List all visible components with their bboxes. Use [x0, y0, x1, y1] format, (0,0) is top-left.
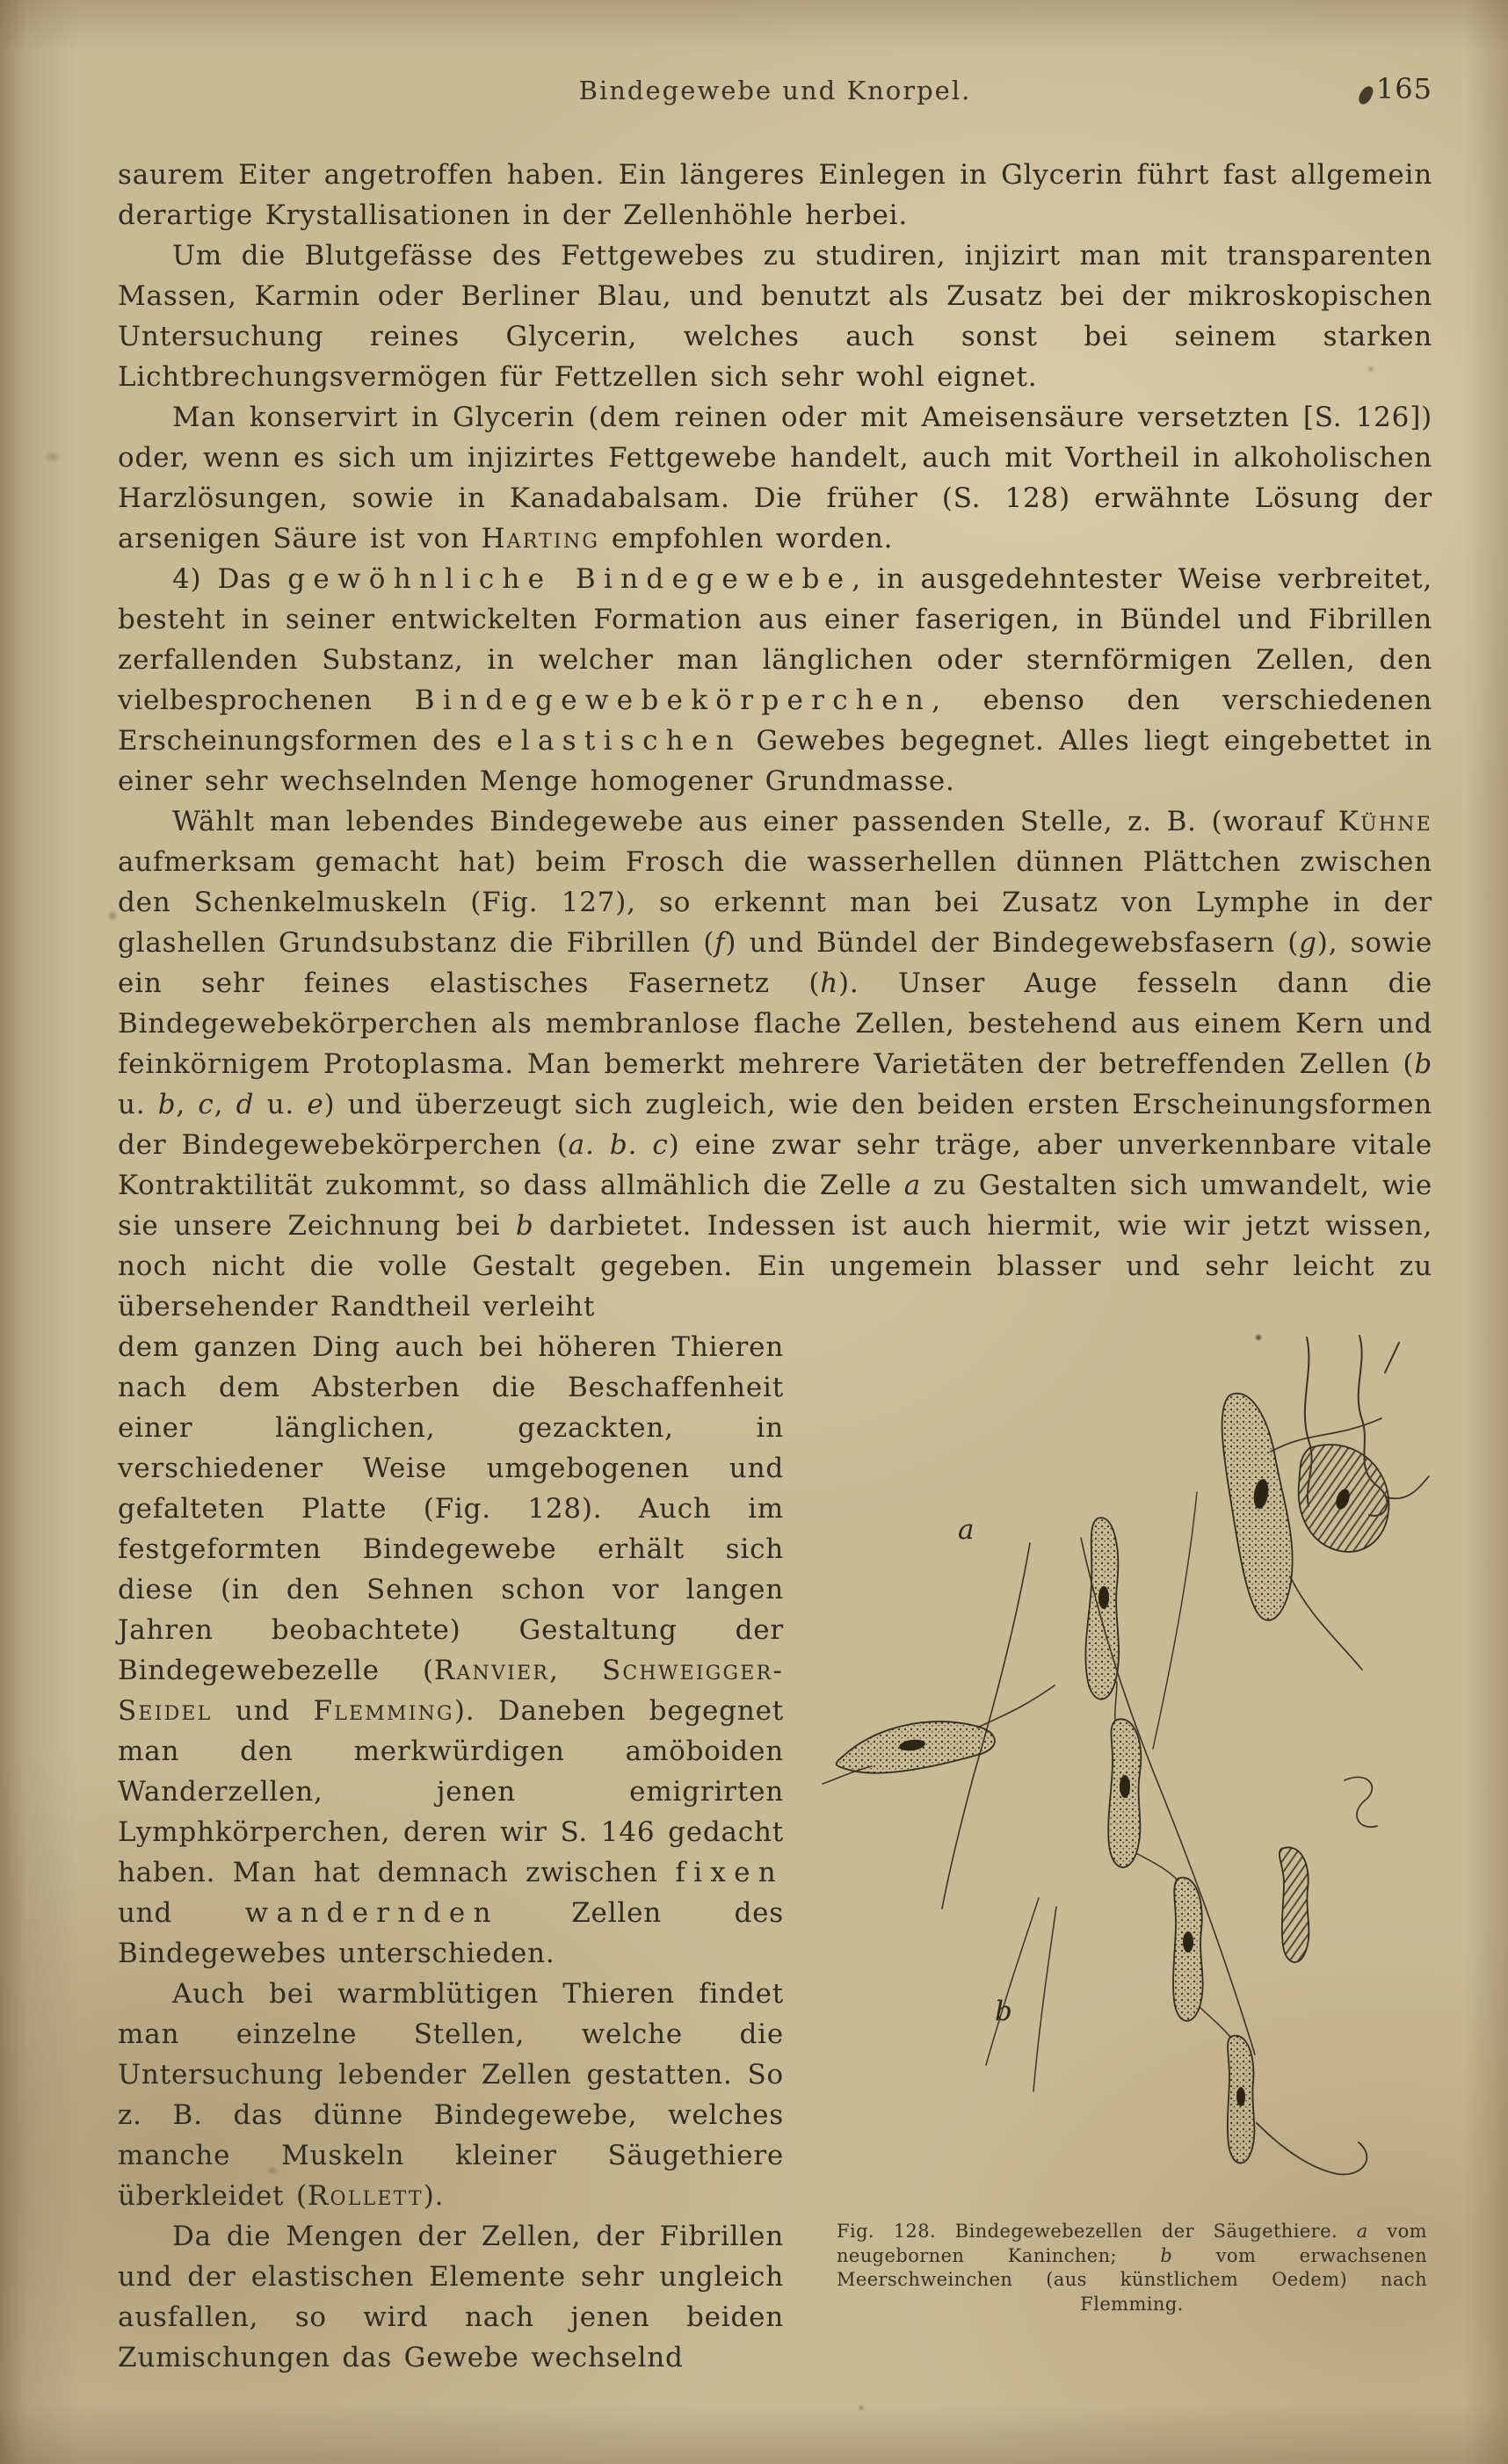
body-text: [118, 155, 1432, 2378]
figure-drawing: [817, 1334, 1432, 2204]
page-number-area: [1363, 72, 1432, 105]
paragraph: Wählt man lebendes Bindegewebe aus einer passenden Stelle, z. B. (worauf Kühne aufmerksam gemacht hat) beim Frosch die wasserhellen dünnen Plättchen zwischen den Schenkelmuskeln (Fig. 127), so erkennt man bei Zusatz von Lymphe in der glashellen Grundsubstanz die Fibrillen (f) und Bündel der Bindegewebsfasern (g), sowie ein sehr feines elastisches Fasernetz (h). Unser Auge fesseln dann die Bindegewebekörperchen als membranlose flache Zellen, bestehend aus einem Kern und feinkörnigem Protoplasma. Man bemerkt mehrere Varietäten der betreffenden Zellen (b u. b, c, d u. e) und überzeugt sich zugleich, wie den beiden ersten Erscheinungsformen der Bindegewebekörperchen (a. b. c) eine zwar sehr träge, aber unverkennbare vitale Kontraktilität zukommt, so dass allmählich die Zelle a zu Gestalten sich umwandelt, wie sie unsere Zeichnung bei b darbietet. Indessen ist auch hiermit, wie wir jetzt wissen, noch nicht die volle Gestalt gegeben. Ein ungemein blasser und sehr leicht zu übersehender Randtheil verleiht: [118, 806, 1433, 1323]
figure-label-a: a: [958, 1514, 975, 1546]
running-title: Bindegewebe und Knorpel.: [578, 76, 972, 105]
paragraph: Da die Mengen der Zellen, der Fibrillen und der elastischen Elemente sehr ungleich ausfallen, so wird nach jenen beiden Zumischungen das Gewebe wechselnd: [118, 2221, 784, 2373]
paragraph: dem ganzen Ding auch bei höheren Thieren nach dem Absterben die Beschaffenheit einer länglichen, gezackten, in verschiedener Weise umgebogenen und gefalteten Platte (Fig. 128). Auch im festgeformten Bindegewebe erhält sich diese (in den Sehnen schon vor langen Jahren beobachtete) Gestaltung der Bindegewebezelle (Ranvier, Schweigger-Seidel und Flemming). Daneben begegnet man den merkwürdigen amöboiden Wanderzellen, jenen emigrirten Lymphkörperchen, deren wir S. 146 gedacht haben. Man hat demnach zwischen fixen und wandernden Zellen des Bindegewebes unterschieden.: [118, 1331, 785, 1969]
paragraph: 4) Das gewöhnliche Bindegewebe, in ausgedehntester Weise verbreitet, besteht in seiner entwickelten Formation aus einer faserigen, in Bündel und Fibrillen zerfallenden Substanz, in welcher man länglichen oder sternförmigen Zellen, den vielbesprochenen Bindegewebekörperchen, ebenso den verschiedenen Erscheinungsformen des elastischen Gewebes begegnet. Alles liegt eingebettet in einer sehr wechselnden Menge homogener Grundmasse.: [118, 563, 1433, 797]
page-header: [118, 72, 1432, 114]
paragraph: saurem Eiter angetroffen haben. Ein längeres Einlegen in Glycerin führt fast allgemein derartige Krystallisationen in der Zellenhöhle herbei.: [118, 159, 1432, 231]
figure-caption: Fig. 128. Bindegewebezellen der Säugethiere. a vom neugebornen Kaninchen; b vom erwachsenen Meerschweinchen (aus künstlichem Oedem) nach Flemming.: [837, 2221, 1427, 2315]
figure-label-b: b: [995, 1996, 1013, 2027]
figure-illustration: [817, 1334, 1432, 2204]
page-number: 165: [1375, 72, 1432, 105]
page-content: [0, 72, 1508, 2378]
figure-128: [817, 1334, 1432, 2316]
paragraph: Auch bei warmblütigen Thieren findet man einzelne Stellen, welche die Untersuchung lebender Zellen gestatten. So z. B. das dünne Bindegewebe, welches manche Muskeln kleiner Säugethiere überkleidet (Rollett).: [118, 1978, 784, 2212]
wrapped-section: [118, 1327, 1432, 2378]
paragraph: Man konservirt in Glycerin (dem reinen oder mit Ameisensäure versetzten [S. 126]) oder, wenn es sich um injizirtes Fettgewebe handelt, auch mit Vortheil in alkoholischen Harzlösungen, sowie in Kanadabalsam. Die früher (S. 128) erwähnte Lösung der arsenigen Säure ist von Harting empfohlen worden.: [118, 402, 1432, 554]
paragraph: Um die Blutgefässe des Fettgewebes zu studiren, injizirt man mit transparenten Massen, Karmin oder Berliner Blau, und benutzt als Zusatz bei der mikroskopischen Untersuchung reines Glycerin, welches auch sonst bei seinem starken Lichtbrechungsvermögen für Fettzellen sich sehr wohl eignet.: [118, 240, 1432, 393]
